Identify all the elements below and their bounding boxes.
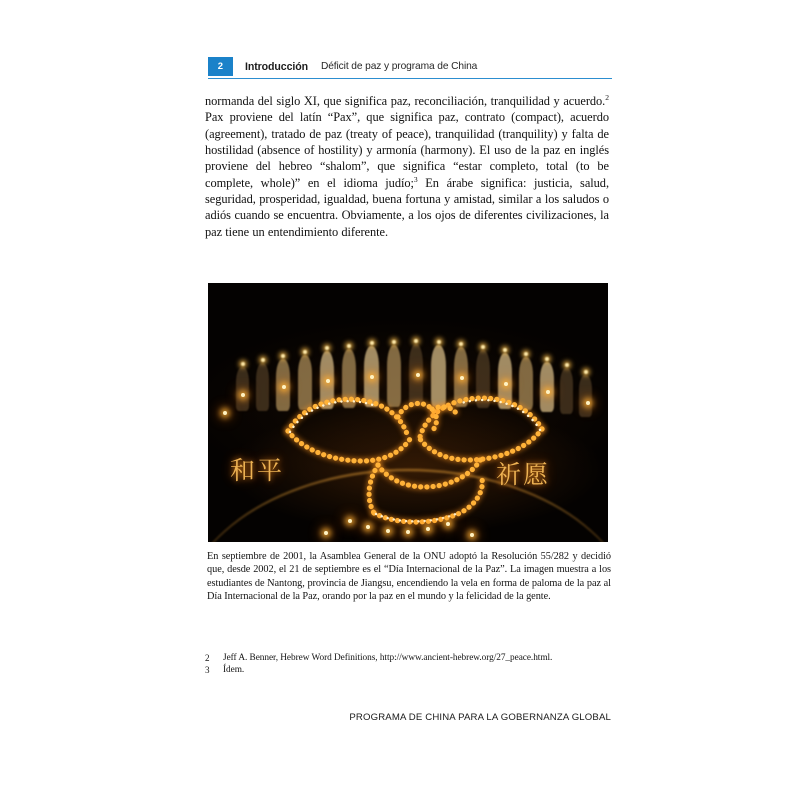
footnote-item bbox=[205, 652, 611, 664]
header-chapter-title: Introducción bbox=[245, 60, 308, 73]
candle-flame bbox=[586, 401, 590, 405]
figure-caption: En septiembre de 2001, la Asamblea General de la ONU adoptó la Resolución 55/282 y decidió que, desde 2002, el 21 de septiembre es el “Día Internacional de la Paz”. La imagen muestra a los estudiantes de Nantong, provincia de Jiangsu, encendiendo la vela en forma de paloma de la paz al Día Internacional de la Paz, orando por la paz en el mundo y la felicidad de la gente. bbox=[207, 551, 611, 602]
running-header bbox=[208, 57, 612, 79]
page-number-badge: 2 bbox=[208, 57, 233, 76]
candle-flame bbox=[326, 379, 330, 383]
header-section-subtitle: Déficit de paz y programa de China bbox=[320, 61, 478, 72]
crowd-person bbox=[256, 363, 269, 411]
candle-flame bbox=[470, 533, 474, 537]
candle-flame bbox=[223, 411, 227, 415]
footnotes-block bbox=[205, 652, 611, 677]
figure-photograph bbox=[208, 283, 608, 542]
candle-flame bbox=[348, 519, 352, 523]
footnote-number: 3 bbox=[205, 665, 210, 676]
hanzi-right: 祈愿 bbox=[496, 460, 551, 489]
body-paragraph: normanda del siglo XI, que significa paz, reconciliación, tranquilidad y acuerdo.$^2$ Pax proviene del latín “Pax”, que significa paz, contrato (compact), acuerdo (agreement), tratado de paz (treaty of peace), tranquilidad (tranquility) y falta de hostilidad (absence of hostility) y armonía (harmony). El uso de la paz en inglés proviene del hebreo “shalom”, que significa “estar completo, total (to be complete, whole)” en el idioma judío;$^3$ En árabe significa: justicia, salud, seguridad, prosperidad, igualdad, buena fortuna y amistad, similar a los saludos o adiós cuando se encuentra. Obviamente, a los ojos de diferentes civilizaciones, la paz tiene un entendimiento diferente. bbox=[205, 92, 609, 239]
footnote-item bbox=[205, 664, 611, 676]
candle-flame bbox=[386, 529, 390, 533]
crowd-person bbox=[236, 367, 249, 411]
candle-flame bbox=[324, 531, 328, 535]
footnote-text: Ídem. bbox=[223, 665, 245, 676]
crowd-person bbox=[560, 368, 573, 414]
footnote-number: 2 bbox=[205, 653, 210, 663]
hanzi-left: 和平 bbox=[230, 456, 285, 485]
candle-flame bbox=[426, 527, 430, 531]
running-footer: PROGRAMA DE CHINA PARA LA GOBERNANZA GLOBAL bbox=[349, 712, 611, 723]
candle-flame bbox=[406, 530, 410, 534]
candle-flame bbox=[416, 373, 420, 377]
photo-canvas bbox=[208, 283, 608, 542]
header-divider bbox=[208, 78, 612, 79]
candle-flame bbox=[370, 375, 374, 379]
candle-flame bbox=[241, 393, 245, 397]
candle-flame bbox=[366, 525, 370, 529]
crowd-person bbox=[579, 375, 592, 417]
candle-flame bbox=[446, 522, 450, 526]
candle-flame bbox=[504, 382, 508, 386]
footnote-text: Jeff A. Benner, Hebrew Word Definitions, http://www.ancient-hebrew.org/27_peace.html. bbox=[223, 653, 553, 663]
candle-flame bbox=[460, 376, 464, 380]
